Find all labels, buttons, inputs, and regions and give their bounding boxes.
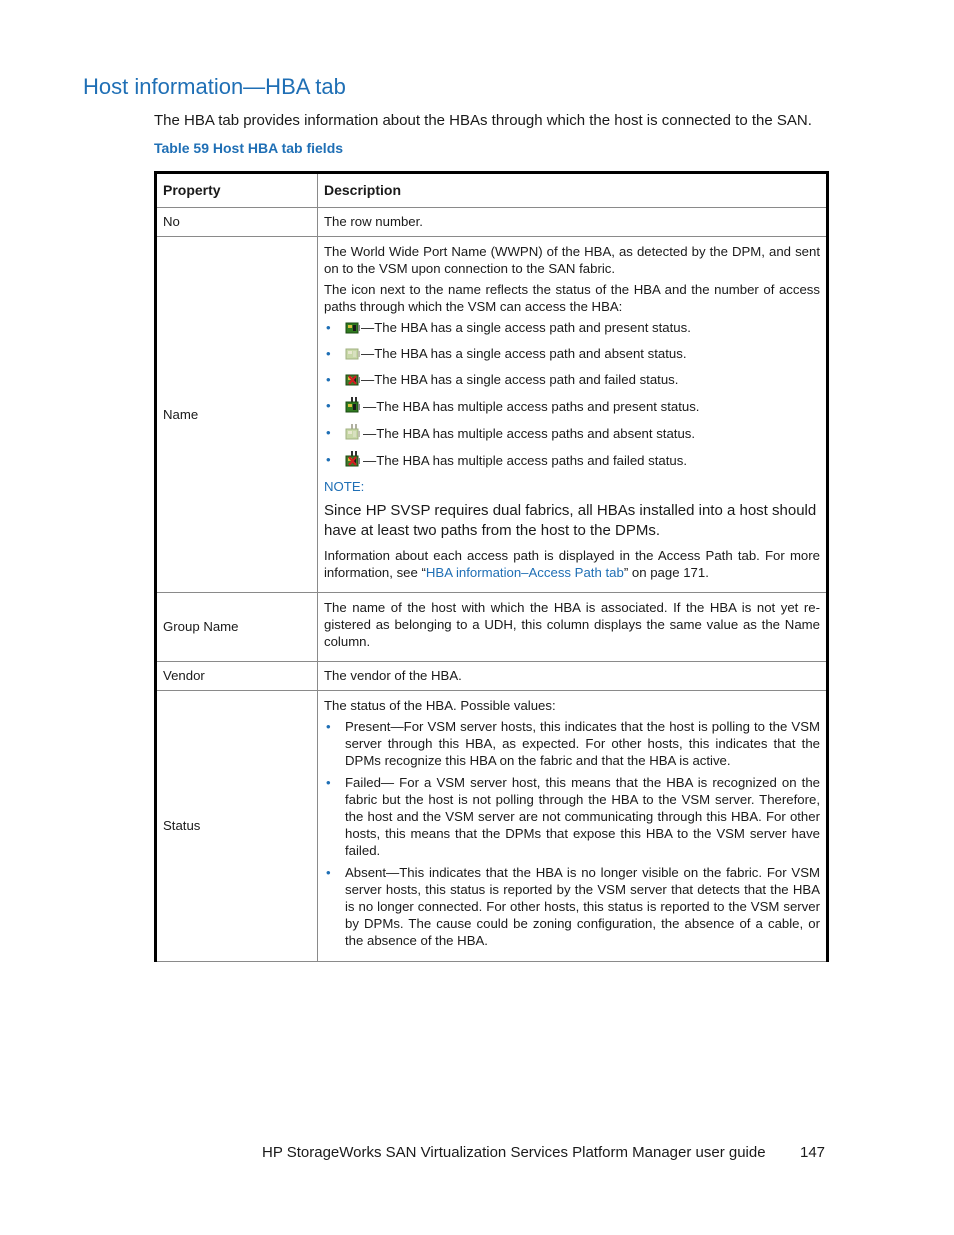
property-cell: Vendor: [156, 662, 318, 691]
table-row-no: [156, 208, 828, 237]
hba-fields-table: [154, 171, 829, 962]
status-icon-item: [324, 397, 820, 419]
hba-multi-present-icon: [345, 397, 362, 419]
status-icon-description: —The HBA has a single access path and failed status.: [361, 372, 679, 387]
description-cell: The vendor of the HBA.: [318, 662, 828, 691]
bullet: •: [326, 398, 331, 413]
table-row-vendor: [156, 662, 828, 691]
description-cell: [318, 237, 828, 593]
section-heading: Host information—HBA tab: [83, 74, 346, 99]
hba-single-absent-icon: [345, 348, 360, 366]
bullet: •: [326, 719, 331, 734]
status-icon-item: [324, 424, 820, 446]
status-icon-description: —The HBA has multiple access paths and present status.: [363, 399, 700, 414]
access-path-tab-link[interactable]: HBA information–Access Path tab: [425, 565, 624, 580]
status-intro: The status of the HBA. Possible values:: [324, 698, 556, 713]
note-text: Since HP SVSP requires dual fabrics, all HBAs installed into a host should have at least two paths from the host to the DPMs.: [324, 502, 817, 539]
name-icon-explanation: The icon next to the name reflects the status of the HBA and the number of access paths through which the VSM can access the HBA:: [324, 282, 820, 314]
status-values-list: [324, 718, 820, 949]
status-icon-item: [324, 451, 820, 473]
table-row-status: [156, 691, 828, 962]
property-cell: Name: [156, 237, 318, 593]
description-cell: The row number.: [318, 208, 828, 237]
status-icon-description: —The HBA has a single access path and absent status.: [361, 346, 687, 361]
description-cell: [318, 691, 828, 962]
group-name-description: The name of the host with which the HBA is associated. If the HBA is not yet re-gistered as belonging to a UDH, this column displays the same value as the Name column.: [324, 600, 820, 649]
status-icon-item: [324, 371, 820, 392]
table-caption: Table 59 Host HBA tab fields: [154, 140, 344, 156]
access-path-paragraph: [324, 547, 820, 581]
property-cell: No: [156, 208, 318, 237]
hba-multi-failed-icon: [345, 451, 362, 473]
bullet: •: [326, 865, 331, 880]
status-value-text: Failed— For a VSM server host, this means that the HBA is recognized on the fabric but the host is not polling through the HBA to the VSM server. Therefore, the host and the VSM server are not communicating through this HBA. For other hosts, this means that the DPMs that expose this HBA to the VSM server have failed.: [345, 775, 820, 858]
status-icon-item: [324, 319, 820, 340]
column-header-property: Property: [156, 173, 318, 208]
status-value-text: Present—For VSM server hosts, this indicates that the host is polling to the VSM server through this HBA, as expected. For other hosts, this indicates that the DPMs recognize this HBA on the fabric and that the HBA is active.: [345, 719, 820, 768]
status-value-item: [324, 718, 820, 769]
property-cell: Group Name: [156, 593, 318, 662]
bullet: •: [326, 452, 331, 467]
intro-paragraph: The HBA tab provides information about the HBAs through which the host is connected to the SAN.: [154, 112, 812, 129]
bullet: •: [326, 775, 331, 790]
status-value-text: Absent—This indicates that the HBA is no longer visible on the fabric. For VSM server hosts, this status is reported by the VSM server that detects that the HBA is no longer connected. For other hosts, this status is reported to the VSM server by DPMs. The cause could be zoning configuration, the absence of a cable, or the absence of the HBA.: [345, 865, 820, 948]
hba-multi-absent-icon: [345, 424, 362, 446]
description-cell: [318, 593, 828, 662]
note-label: NOTE:: [324, 479, 365, 494]
status-value-item: [324, 864, 820, 949]
column-header-description: Description: [318, 173, 828, 208]
bullet: •: [326, 372, 331, 387]
page-number: 147: [800, 1144, 826, 1161]
footer-title: HP StorageWorks SAN Virtualization Services Platform Manager user guide: [262, 1144, 766, 1161]
status-icon-description: —The HBA has multiple access paths and absent status.: [363, 426, 696, 441]
status-icon-list: [324, 319, 820, 473]
status-value-item: [324, 774, 820, 859]
hba-single-failed-icon: [345, 374, 360, 392]
table-row-name: [156, 237, 828, 593]
bullet: •: [326, 425, 331, 440]
bullet: •: [326, 346, 331, 361]
access-path-text: Information about each access path is displayed in the Access Path tab. For more information, see “: [324, 548, 820, 580]
status-icon-item: [324, 345, 820, 366]
status-icon-description: —The HBA has multiple access paths and failed status.: [363, 453, 687, 468]
hba-single-present-icon: [345, 322, 360, 340]
table-row-group-name: [156, 593, 828, 662]
name-description-paragraph: The World Wide Port Name (WWPN) of the HBA, as detected by the DPM, and sent on to the VSM upon connection to the SAN fabric.: [324, 244, 820, 276]
access-path-page-ref: ” on page 171.: [623, 565, 709, 580]
bullet: •: [326, 320, 331, 335]
property-cell: Status: [156, 691, 318, 962]
status-icon-description: —The HBA has a single access path and present status.: [361, 320, 691, 335]
table-header-row: [156, 173, 828, 208]
